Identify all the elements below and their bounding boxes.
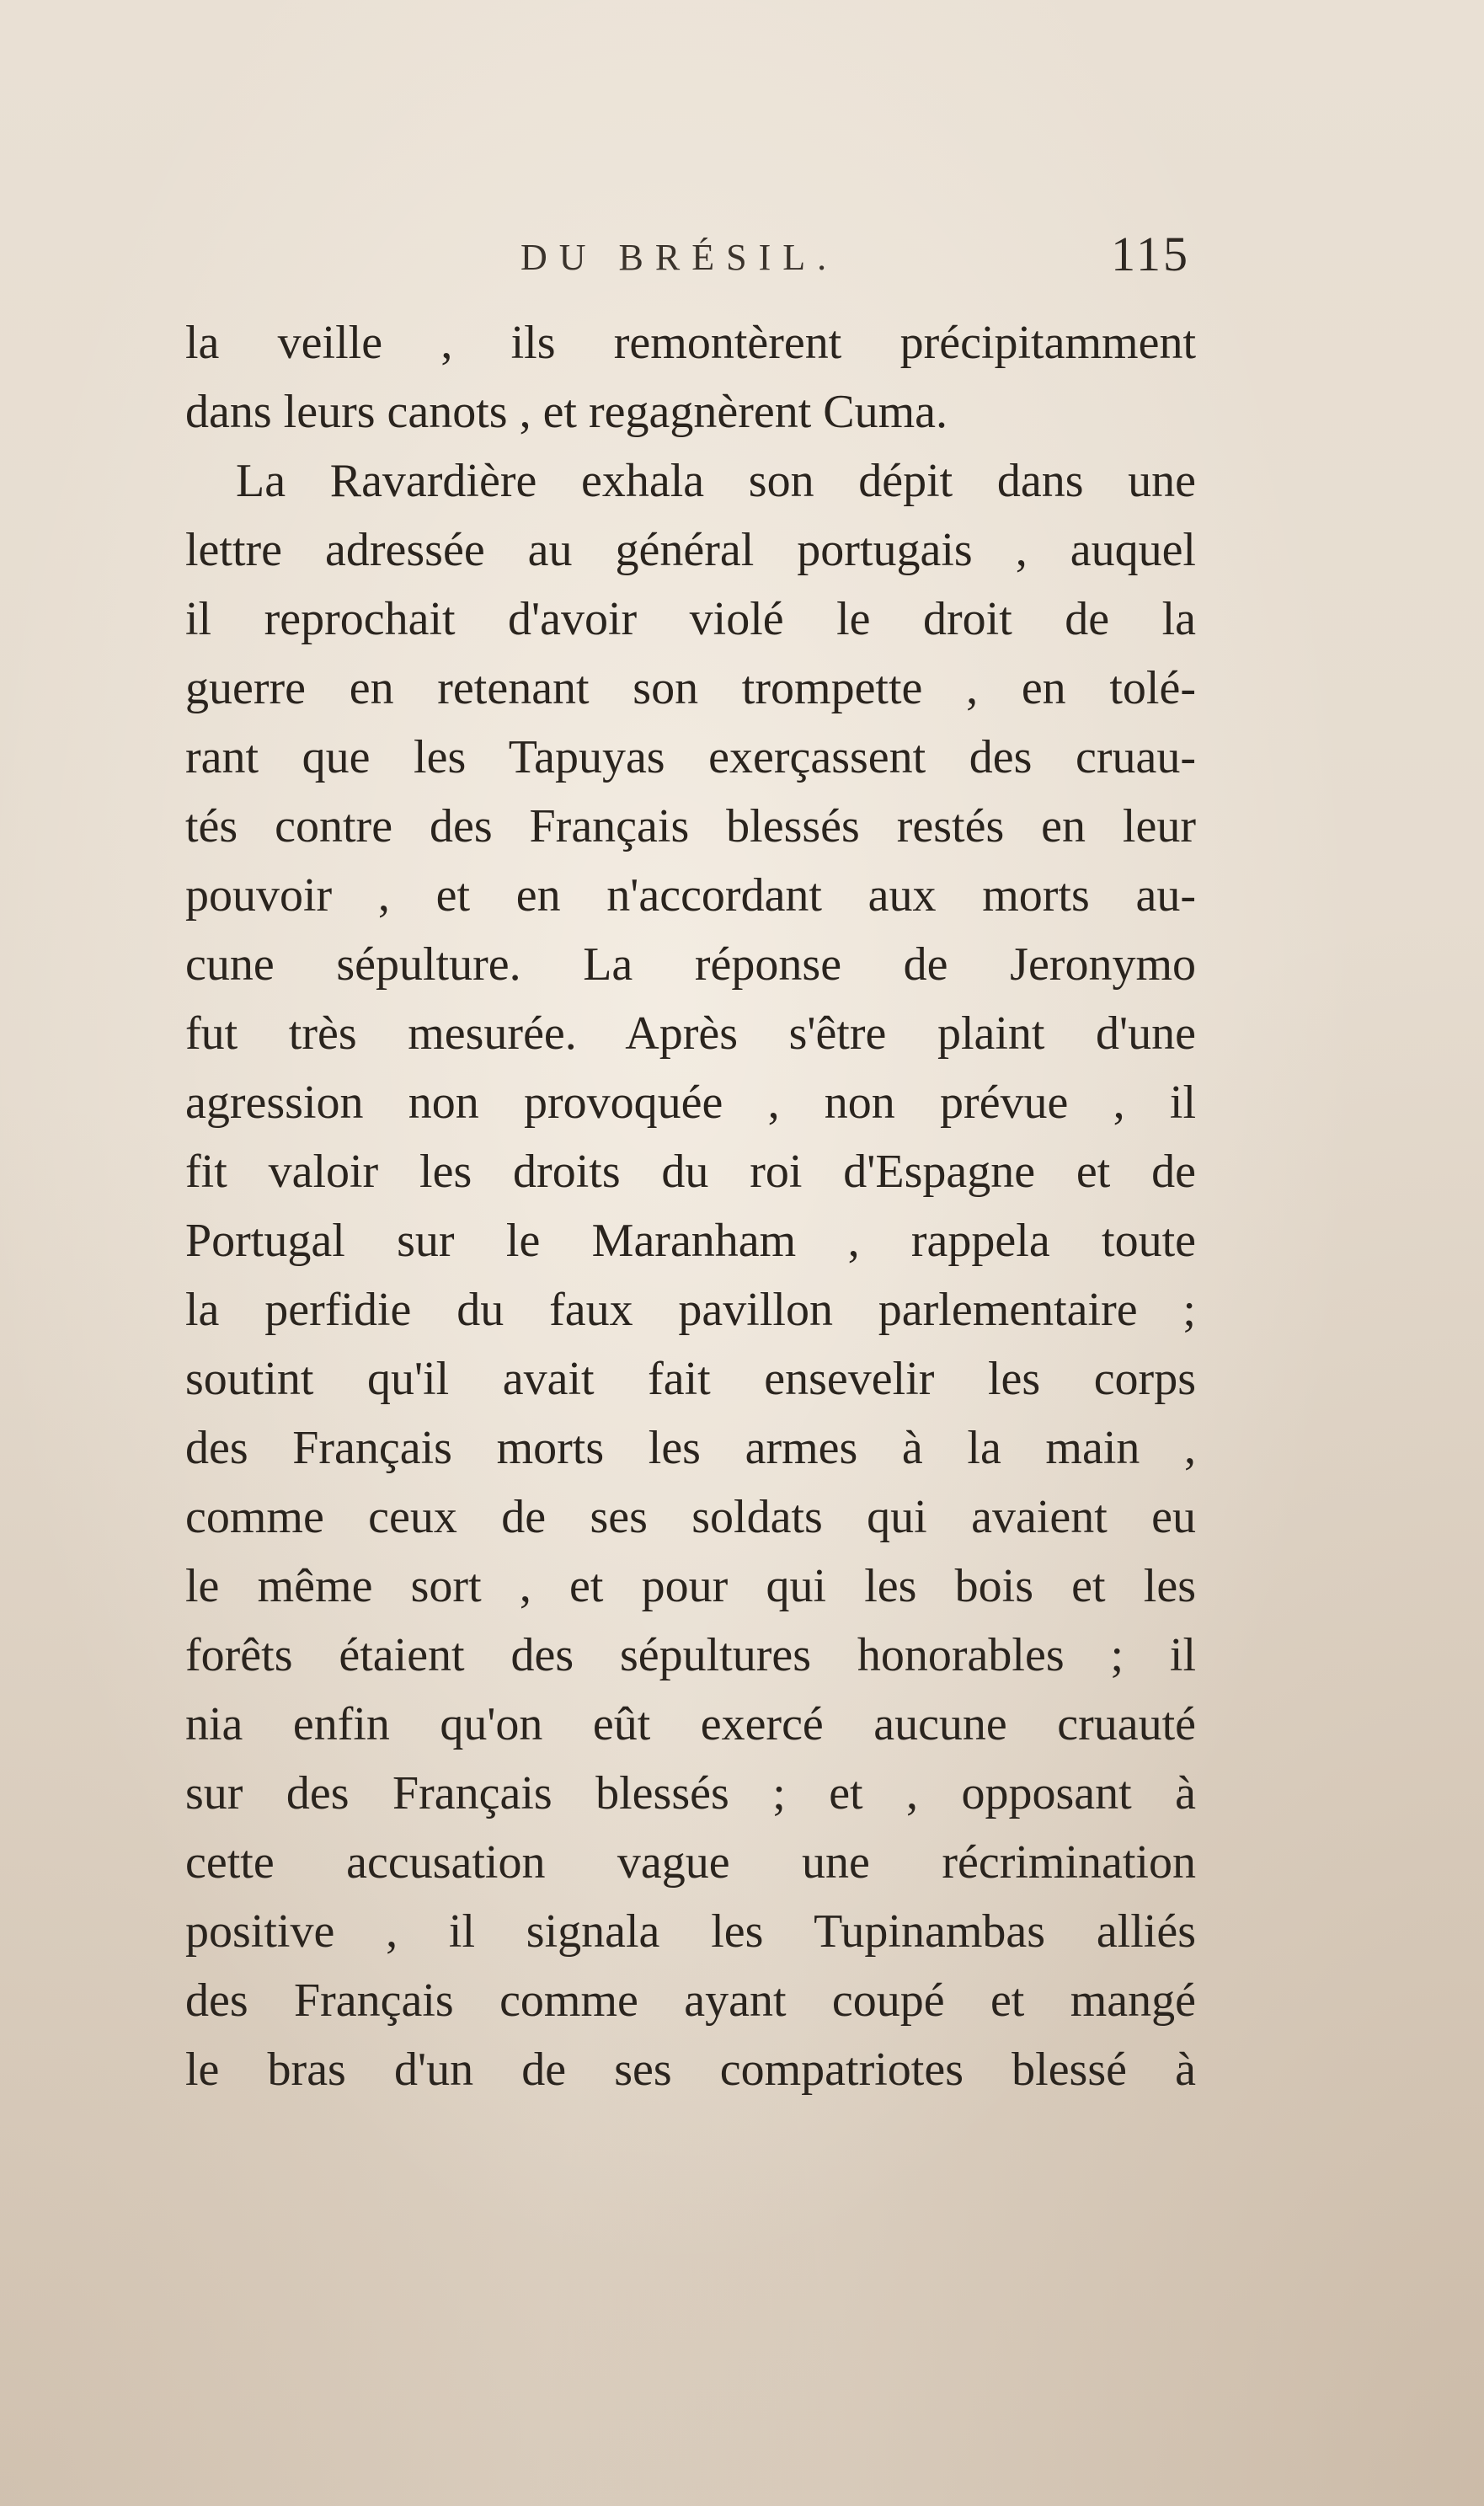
text-line: positive , il signala les Tupinambas alliés bbox=[185, 1905, 1196, 1958]
text-line: tés contre des Français blessés restés en leur bbox=[185, 800, 1196, 852]
text-line: des Français morts les armes à la main , bbox=[185, 1422, 1196, 1474]
text-line: rant que les Tapuyas exerçassent des cruau- bbox=[185, 731, 1196, 783]
text-line: Portugal sur le Maranham , rappela toute bbox=[185, 1215, 1196, 1267]
page-number: 115 bbox=[1111, 227, 1190, 281]
page-header bbox=[192, 226, 1190, 293]
text-line: fit valoir les droits du roi d'Espagne et de bbox=[185, 1146, 1196, 1198]
text-line: des Français comme ayant coupé et mangé bbox=[185, 1974, 1196, 2027]
text-line: guerre en retenant son trompette , en tolé- bbox=[185, 662, 1196, 714]
text-line: nia enfin qu'on eût exercé aucune cruauté bbox=[185, 1698, 1196, 1750]
text-line: cette accusation vague une récrimination bbox=[185, 1836, 1196, 1889]
text-line: la perfidie du faux pavillon parlementaire ; bbox=[185, 1284, 1196, 1336]
running-title: DU BRÉSIL. bbox=[520, 237, 839, 278]
text-line: fut très mesurée. Après s'être plaint d'une bbox=[185, 1007, 1196, 1060]
text-line: pouvoir , et en n'accordant aux morts au- bbox=[185, 869, 1196, 922]
text-line: forêts étaient des sépultures honorables ; il bbox=[185, 1629, 1196, 1681]
text-line: il reprochait d'avoir violé le droit de la bbox=[185, 593, 1196, 645]
text-line: dans leurs canots , et regagnèrent Cuma. bbox=[185, 386, 948, 438]
text-line: sur des Français blessés ; et , opposant à bbox=[185, 1767, 1196, 1819]
text-line: cune sépulture. La réponse de Jeronymo bbox=[185, 938, 1196, 991]
body-text bbox=[185, 308, 1196, 2104]
text-line: soutint qu'il avait fait ensevelir les corps bbox=[185, 1353, 1196, 1405]
text-line: La Ravardière exhala son dépit dans une bbox=[236, 455, 1196, 507]
text-line: comme ceux de ses soldats qui avaient eu bbox=[185, 1491, 1196, 1543]
text-line: lettre adressée au général portugais , auquel bbox=[185, 524, 1196, 576]
text-line: le même sort , et pour qui les bois et les bbox=[185, 1560, 1196, 1612]
text-line: agression non provoquée , non prévue , il bbox=[185, 1077, 1196, 1129]
text-line: le bras d'un de ses compatriotes blessé à bbox=[185, 2044, 1196, 2096]
text-line: la veille , ils remontèrent précipitamment bbox=[185, 317, 1196, 369]
